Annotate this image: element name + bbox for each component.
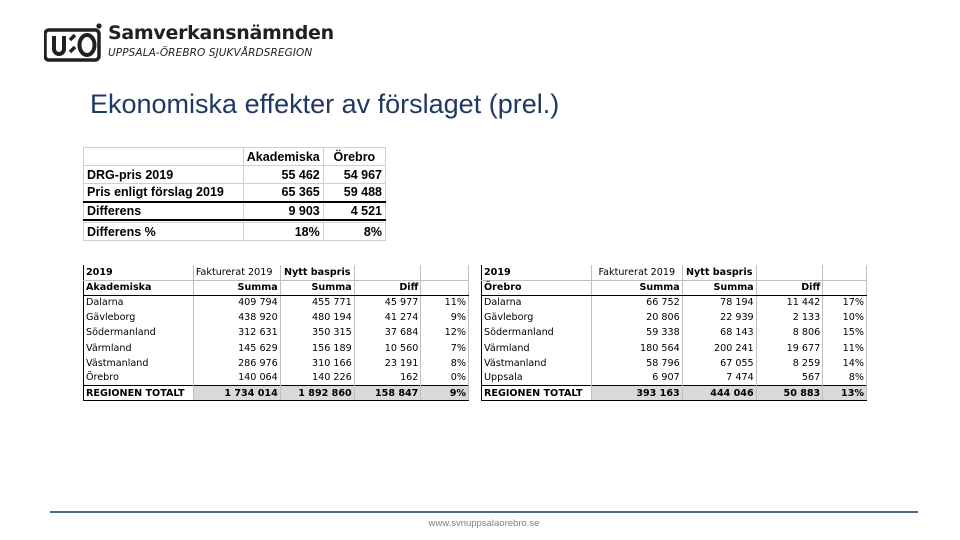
total-diff-percent: 13% bbox=[823, 386, 867, 401]
summary-value: 59 488 bbox=[323, 184, 385, 202]
diff-percent: 11% bbox=[823, 340, 867, 355]
nytt-baspris-value: 455 771 bbox=[280, 295, 354, 310]
diff-percent: 8% bbox=[421, 356, 469, 371]
footer-url[interactable]: www.svnuppsalaorebro.se bbox=[428, 518, 540, 529]
diff-value: 162 bbox=[354, 371, 421, 386]
table-row bbox=[482, 310, 867, 325]
header-blank bbox=[756, 265, 823, 280]
table-row bbox=[482, 356, 867, 371]
summa-header: Summa bbox=[591, 280, 682, 295]
header-blank bbox=[421, 265, 469, 280]
diff-percent: 14% bbox=[823, 356, 867, 371]
summa-header: Summa bbox=[682, 280, 756, 295]
diff-value: 45 977 bbox=[354, 295, 421, 310]
table-row bbox=[84, 325, 469, 340]
logo-subtitle: UPPSALA-ÖREBRO SJUKVÅRDSREGION bbox=[108, 47, 313, 59]
akademiska-region-table bbox=[83, 265, 469, 401]
fakturerat-value: 20 806 bbox=[591, 310, 682, 325]
nytt-baspris-value: 156 189 bbox=[280, 340, 354, 355]
fakturerat-value: 140 064 bbox=[193, 371, 280, 386]
region-header-row bbox=[482, 265, 867, 280]
summary-row bbox=[84, 223, 386, 241]
region-name: Dalarna bbox=[84, 295, 194, 310]
nytt-baspris-value: 78 194 bbox=[682, 295, 756, 310]
hospital-label: Örebro bbox=[482, 280, 592, 295]
diff-value: 10 560 bbox=[354, 340, 421, 355]
nytt-baspris-value: 310 166 bbox=[280, 356, 354, 371]
table-row bbox=[84, 340, 469, 355]
region-name: Gävleborg bbox=[84, 310, 194, 325]
year-label: 2019 bbox=[482, 265, 592, 280]
summary-value: 18% bbox=[243, 223, 323, 241]
fakturerat-value: 145 629 bbox=[193, 340, 280, 355]
diff-value: 19 677 bbox=[756, 340, 823, 355]
region-name: Södermanland bbox=[482, 325, 592, 340]
total-label: REGIONEN TOTALT bbox=[482, 386, 592, 401]
header-blank bbox=[823, 265, 867, 280]
fakturerat-value: 409 794 bbox=[193, 295, 280, 310]
diff-percent: 17% bbox=[823, 295, 867, 310]
total-row bbox=[84, 386, 469, 401]
summa-header: Summa bbox=[193, 280, 280, 295]
nytt-baspris-header: Nytt baspris bbox=[682, 265, 756, 280]
total-label: REGIONEN TOTALT bbox=[84, 386, 194, 401]
nytt-baspris-value: 68 143 bbox=[682, 325, 756, 340]
diff-value: 567 bbox=[756, 371, 823, 386]
logo bbox=[44, 20, 334, 68]
diff-percent: 11% bbox=[421, 295, 469, 310]
fakturerat-value: 66 752 bbox=[591, 295, 682, 310]
diff-value: 41 274 bbox=[354, 310, 421, 325]
diff-value: 37 684 bbox=[354, 325, 421, 340]
summa-header: Summa bbox=[280, 280, 354, 295]
fakturerat-header: Fakturerat 2019 bbox=[591, 265, 682, 280]
summary-label: Differens % bbox=[84, 223, 244, 241]
table-row bbox=[84, 295, 469, 310]
nytt-baspris-value: 140 226 bbox=[280, 371, 354, 386]
table-row bbox=[482, 340, 867, 355]
nytt-baspris-value: 200 241 bbox=[682, 340, 756, 355]
diff-percent: 7% bbox=[421, 340, 469, 355]
table-row bbox=[84, 310, 469, 325]
diff-value: 2 133 bbox=[756, 310, 823, 325]
region-name: Västmanland bbox=[84, 356, 194, 371]
fakturerat-value: 286 976 bbox=[193, 356, 280, 371]
nytt-baspris-value: 67 055 bbox=[682, 356, 756, 371]
total-fakturerat: 1 734 014 bbox=[193, 386, 280, 401]
region-name: Gävleborg bbox=[482, 310, 592, 325]
nytt-baspris-value: 22 939 bbox=[682, 310, 756, 325]
orebro-region-table bbox=[481, 265, 867, 401]
diff-percent: 15% bbox=[823, 325, 867, 340]
header-blank bbox=[354, 265, 421, 280]
summary-header-row bbox=[84, 148, 386, 166]
nytt-baspris-value: 7 474 bbox=[682, 371, 756, 386]
region-header-row bbox=[84, 265, 469, 280]
total-nytt-baspris: 444 046 bbox=[682, 386, 756, 401]
fakturerat-value: 180 564 bbox=[591, 340, 682, 355]
table-row bbox=[84, 356, 469, 371]
summary-value: 65 365 bbox=[243, 184, 323, 202]
region-subheader-row bbox=[84, 280, 469, 295]
total-diff: 158 847 bbox=[354, 386, 421, 401]
summary-row bbox=[84, 202, 386, 220]
summary-label: DRG-pris 2019 bbox=[84, 166, 244, 184]
fakturerat-value: 438 920 bbox=[193, 310, 280, 325]
table-row bbox=[482, 325, 867, 340]
nytt-baspris-value: 480 194 bbox=[280, 310, 354, 325]
slide-title: Ekonomiska effekter av förslaget (prel.) bbox=[90, 89, 560, 119]
summary-header-akademiska: Akademiska bbox=[243, 148, 323, 166]
summary-label: Differens bbox=[84, 202, 244, 220]
nytt-baspris-value: 350 315 bbox=[280, 325, 354, 340]
summary-row bbox=[84, 166, 386, 184]
summary-label: Pris enligt förslag 2019 bbox=[84, 184, 244, 202]
total-row bbox=[482, 386, 867, 401]
region-name: Värmland bbox=[482, 340, 592, 355]
year-label: 2019 bbox=[84, 265, 194, 280]
table-row bbox=[84, 371, 469, 386]
summary-value: 4 521 bbox=[323, 202, 385, 220]
diff-percent: 10% bbox=[823, 310, 867, 325]
fakturerat-value: 59 338 bbox=[591, 325, 682, 340]
summary-value: 55 462 bbox=[243, 166, 323, 184]
diff-percent: 9% bbox=[421, 310, 469, 325]
total-fakturerat: 393 163 bbox=[591, 386, 682, 401]
total-diff-percent: 9% bbox=[421, 386, 469, 401]
diff-value: 8 259 bbox=[756, 356, 823, 371]
diff-value: 11 442 bbox=[756, 295, 823, 310]
fakturerat-header: Fakturerat 2019 bbox=[193, 265, 280, 280]
region-name: Värmland bbox=[84, 340, 194, 355]
diff-header: Diff bbox=[354, 280, 421, 295]
diff-header: Diff bbox=[756, 280, 823, 295]
hospital-label: Akademiska bbox=[84, 280, 194, 295]
summary-value: 8% bbox=[323, 223, 385, 241]
region-name: Örebro bbox=[84, 371, 194, 386]
fakturerat-value: 312 631 bbox=[193, 325, 280, 340]
diff-percent: 12% bbox=[421, 325, 469, 340]
footer-divider bbox=[50, 511, 918, 513]
table-row bbox=[482, 295, 867, 310]
region-name: Uppsala bbox=[482, 371, 592, 386]
region-name: Dalarna bbox=[482, 295, 592, 310]
fakturerat-value: 6 907 bbox=[591, 371, 682, 386]
fakturerat-value: 58 796 bbox=[591, 356, 682, 371]
summary-header-blank bbox=[84, 148, 244, 166]
diff-value: 23 191 bbox=[354, 356, 421, 371]
diff-percent: 0% bbox=[421, 371, 469, 386]
region-name: Södermanland bbox=[84, 325, 194, 340]
summary-value: 9 903 bbox=[243, 202, 323, 220]
header-blank bbox=[823, 280, 867, 295]
table-row bbox=[482, 371, 867, 386]
price-summary-table bbox=[83, 147, 386, 241]
header-blank bbox=[421, 280, 469, 295]
summary-header-orebro: Örebro bbox=[323, 148, 385, 166]
total-nytt-baspris: 1 892 860 bbox=[280, 386, 354, 401]
region-name: Västmanland bbox=[482, 356, 592, 371]
logo-name: Samverkansnämnden bbox=[108, 22, 334, 44]
nytt-baspris-header: Nytt baspris bbox=[280, 265, 354, 280]
summary-row bbox=[84, 184, 386, 202]
samverkansnamnden-logo-icon bbox=[44, 22, 102, 62]
summary-value: 54 967 bbox=[323, 166, 385, 184]
total-diff: 50 883 bbox=[756, 386, 823, 401]
diff-percent: 8% bbox=[823, 371, 867, 386]
region-subheader-row bbox=[482, 280, 867, 295]
diff-value: 8 806 bbox=[756, 325, 823, 340]
